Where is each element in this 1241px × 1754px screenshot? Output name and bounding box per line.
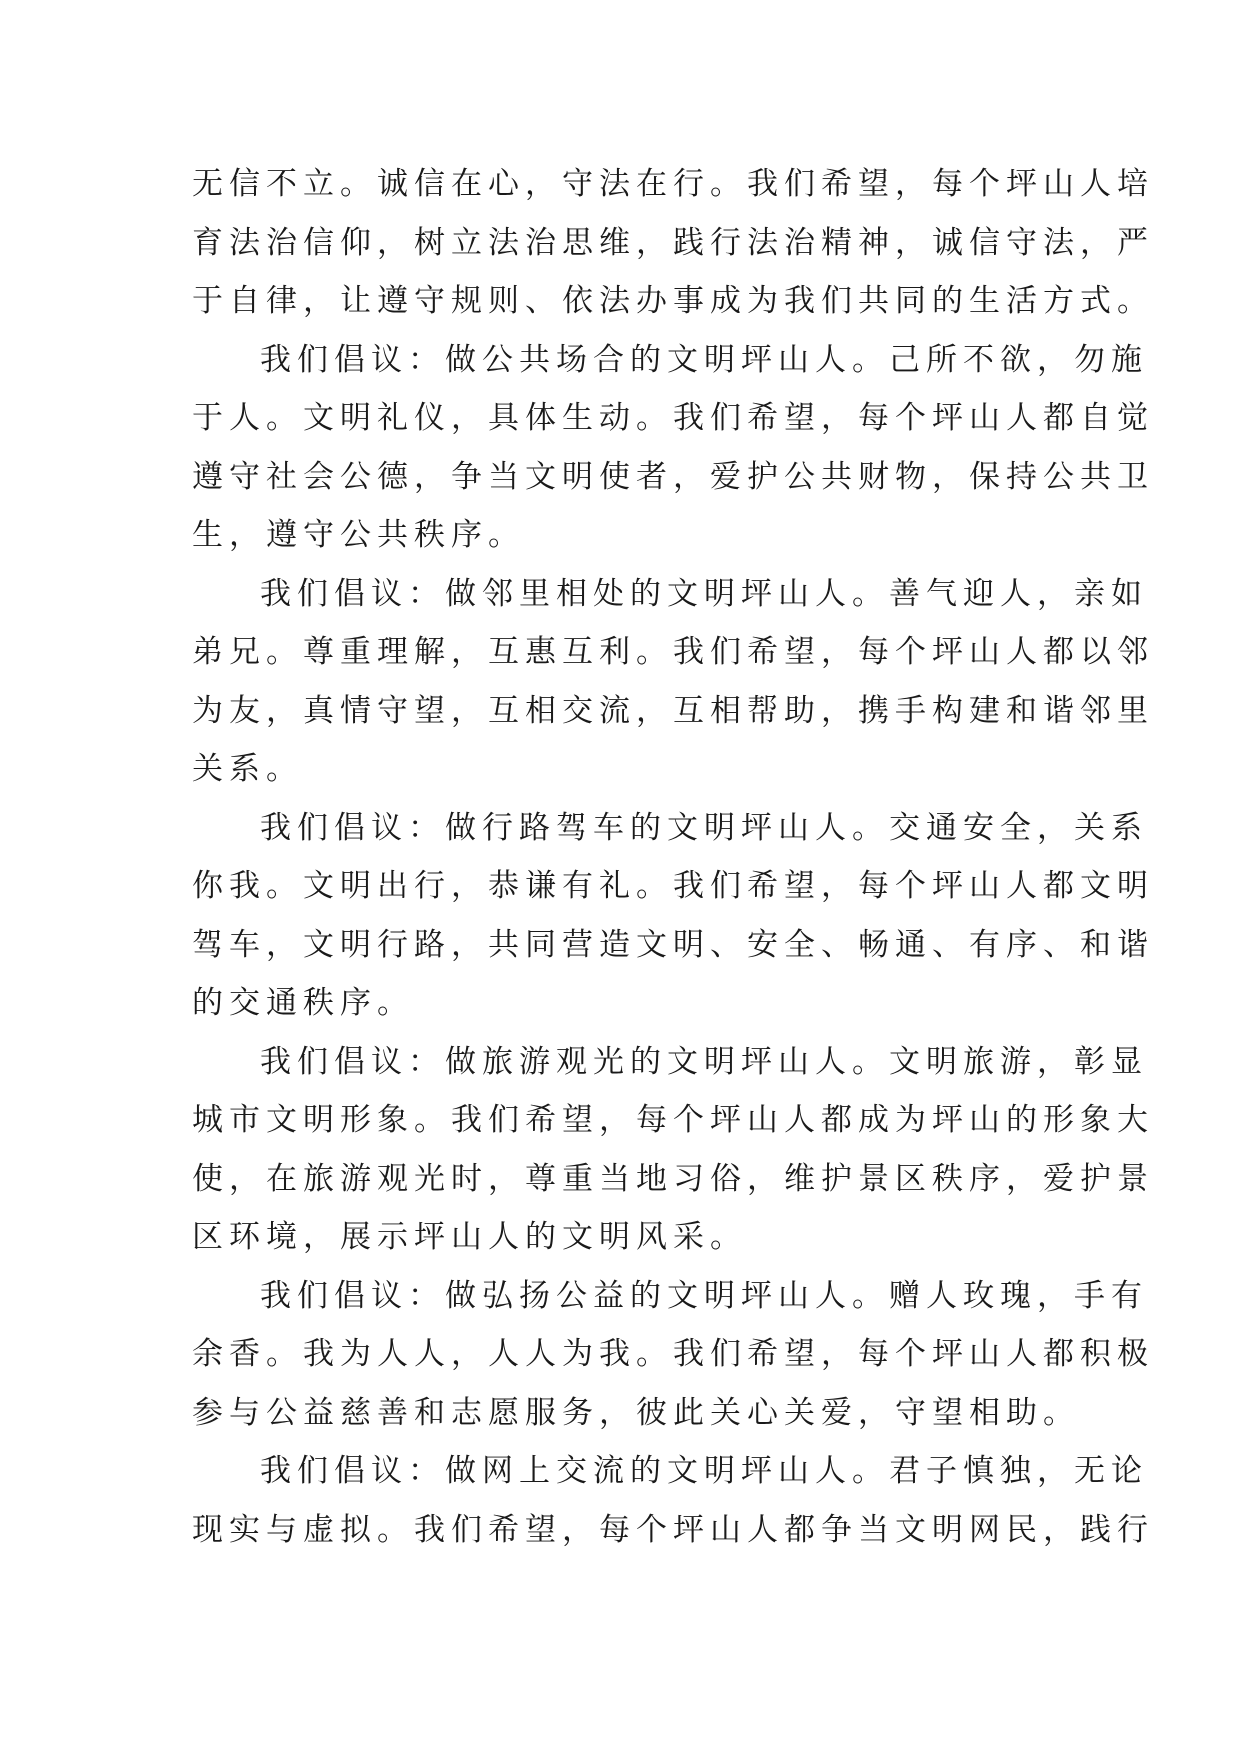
text-line: 余香。我为人人，人人为我。我们希望，每个坪山人都积极 bbox=[192, 1336, 1154, 1372]
text-line: 无信不立。诚信在心，守法在行。我们希望，每个坪山人培 bbox=[192, 166, 1154, 202]
text-line: 使，在旅游观光时，尊重当地习俗，维护景区秩序，爱护景 bbox=[192, 1160, 1154, 1197]
text-line: 的交通秩序。 bbox=[192, 985, 414, 1021]
text-line: 我们倡议：做行路驾车的文明坪山人。交通安全，关系 bbox=[260, 809, 1148, 846]
text-line: 我们倡议：做弘扬公益的文明坪山人。赠人玫瑰，手有 bbox=[260, 1277, 1148, 1314]
text-line: 为友，真情守望，互相交流，互相帮助，携手构建和谐邻里 bbox=[192, 692, 1154, 729]
text-line: 我们倡议：做邻里相处的文明坪山人。善气迎人，亲如 bbox=[260, 575, 1148, 612]
text-line: 现实与虚拟。我们希望，每个坪山人都争当文明网民，践行 bbox=[192, 1511, 1154, 1548]
text-line: 城市文明形象。我们希望，每个坪山人都成为坪山的形象大 bbox=[192, 1102, 1154, 1138]
text-line: 弟兄。尊重理解，互惠互利。我们希望，每个坪山人都以邻 bbox=[192, 634, 1154, 670]
body-text bbox=[192, 155, 1154, 1559]
text-line: 我们倡议：做网上交流的文明坪山人。君子慎独，无论 bbox=[260, 1453, 1148, 1489]
text-line: 我们倡议：做公共场合的文明坪山人。己所不欲，勿施 bbox=[260, 341, 1148, 378]
text-line: 遵守社会公德，争当文明使者，爱护公共财物，保持公共卫 bbox=[192, 458, 1154, 495]
text-line: 于自律，让遵守规则、依法办事成为我们共同的生活方式。 bbox=[192, 283, 1154, 319]
text-line: 你我。文明出行，恭谦有礼。我们希望，每个坪山人都文明 bbox=[192, 868, 1154, 904]
text-line: 育法治信仰，树立法治思维，践行法治精神，诚信守法，严 bbox=[192, 224, 1154, 261]
text-line: 我们倡议：做旅游观光的文明坪山人。文明旅游，彰显 bbox=[260, 1043, 1148, 1080]
text-line: 于人。文明礼仪，具体生动。我们希望，每个坪山人都自觉 bbox=[192, 400, 1154, 436]
text-line: 区环境，展示坪山人的文明风采。 bbox=[192, 1219, 747, 1255]
text-line: 参与公益慈善和志愿服务，彼此关心关爱，守望相助。 bbox=[192, 1394, 1080, 1431]
text-line: 关系。 bbox=[192, 751, 303, 787]
text-line: 驾车，文明行路，共同营造文明、安全、畅通、有序、和谐 bbox=[192, 926, 1154, 963]
text-line: 生，遵守公共秩序。 bbox=[192, 517, 525, 553]
